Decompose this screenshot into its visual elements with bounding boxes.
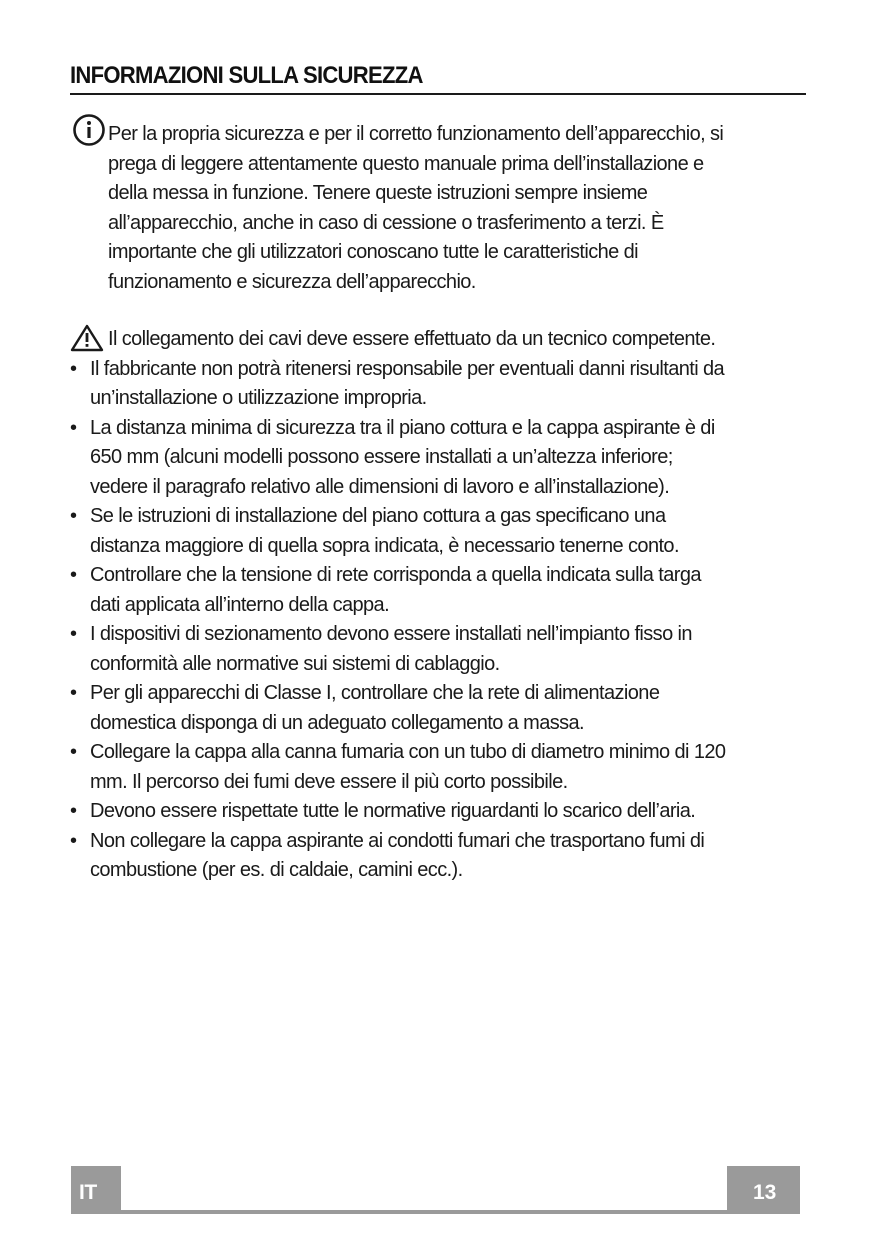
list-item-line: un’installazione o utilizzazione impropria. bbox=[90, 387, 427, 409]
list-item-line: Il fabbricante non potrà ritenersi responsabile per eventuali danni risultanti da bbox=[90, 357, 725, 380]
bullet-icon: • bbox=[70, 800, 77, 822]
bullet-icon: • bbox=[70, 564, 77, 586]
list-item-line: Devono essere rispettate tutte le normative riguardanti lo scarico dell’aria. bbox=[90, 800, 696, 822]
list-item-line: 650 mm (alcuni modelli possono essere installati a un’altezza inferiore; bbox=[90, 446, 673, 468]
bullet-icon: • bbox=[70, 357, 77, 380]
warning-line bbox=[70, 325, 810, 355]
intro-line: Per la propria sicurezza e per il corretto funzionamento dell’apparecchio, si bbox=[108, 123, 724, 145]
page-title: INFORMAZIONI SULLA SICUREZZA bbox=[70, 62, 423, 89]
list-item bbox=[70, 561, 810, 620]
intro-line: della messa in funzione. Tenere queste istruzioni sempre insieme bbox=[108, 182, 648, 204]
bullet-icon: • bbox=[70, 682, 77, 704]
intro-line: funzionamento e sicurezza dell’apparecchio. bbox=[108, 270, 476, 293]
safety-list bbox=[70, 355, 810, 886]
list-item-line: Se le istruzioni di installazione del piano cottura a gas specificano una bbox=[90, 505, 666, 527]
list-item-line: vedere il paragrafo relativo alle dimensioni di lavoro e all’installazione). bbox=[90, 475, 670, 498]
bullet-icon: • bbox=[70, 741, 77, 763]
warning-triangle-icon bbox=[70, 324, 104, 352]
page-number: 13 bbox=[727, 1166, 800, 1214]
list-item-line: I dispositivi di sezionamento devono essere installati nell’impianto fisso in bbox=[90, 623, 692, 645]
warning-text: Il collegamento dei cavi deve essere effettuato da un tecnico competente. bbox=[108, 328, 716, 350]
list-item-line: dati applicata all’interno della cappa. bbox=[90, 593, 390, 616]
bullet-icon: • bbox=[70, 416, 77, 439]
info-icon bbox=[72, 113, 106, 147]
bullet-icon: • bbox=[70, 829, 77, 852]
intro-line: prega di leggere attentamente questo manuale prima dell’installazione e bbox=[108, 152, 704, 175]
bullet-icon: • bbox=[70, 505, 77, 527]
list-item-line: Non collegare la cappa aspirante ai condotti fumari che trasportano fumi di bbox=[90, 829, 705, 852]
list-item-line: domestica disponga di un adeguato collegamento a massa. bbox=[90, 711, 585, 734]
list-item-line: Controllare che la tensione di rete corrisponda a quella indicata sulla targa bbox=[90, 564, 701, 586]
list-item bbox=[70, 355, 810, 414]
list-item-line: mm. Il percorso dei fumi deve essere il più corto possibile. bbox=[90, 770, 568, 793]
list-item-line: distanza maggiore di quella sopra indicata, è necessario tenerne conto. bbox=[90, 534, 679, 557]
intro-line: all’apparecchio, anche in caso di cessione o trasferimento a terzi. È bbox=[108, 211, 664, 234]
list-item-line: La distanza minima di sicurezza tra il piano cottura e la cappa aspirante è di bbox=[90, 416, 715, 439]
list-item bbox=[70, 738, 810, 797]
footer-divider bbox=[121, 1210, 727, 1214]
list-item bbox=[70, 414, 810, 503]
list-item bbox=[70, 827, 810, 886]
intro-paragraph bbox=[108, 120, 808, 297]
safety-warnings bbox=[70, 325, 810, 886]
title-divider bbox=[70, 93, 806, 95]
intro-line: importante che gli utilizzatori conoscano tutte le caratteristiche di bbox=[108, 241, 638, 263]
bullet-icon: • bbox=[70, 623, 77, 645]
list-item-line: combustione (per es. di caldaie, camini ecc.). bbox=[90, 859, 463, 881]
list-item bbox=[70, 679, 810, 738]
list-item-line: Collegare la cappa alla canna fumaria con un tubo di diametro minimo di 120 bbox=[90, 741, 726, 763]
list-item bbox=[70, 797, 810, 827]
list-item bbox=[70, 502, 810, 561]
list-item-line: Per gli apparecchi di Classe I, controllare che la rete di alimentazione bbox=[90, 682, 660, 704]
list-item bbox=[70, 620, 810, 679]
language-badge: IT bbox=[71, 1166, 121, 1214]
list-item-line: conformità alle normative sui sistemi di cablaggio. bbox=[90, 652, 500, 675]
